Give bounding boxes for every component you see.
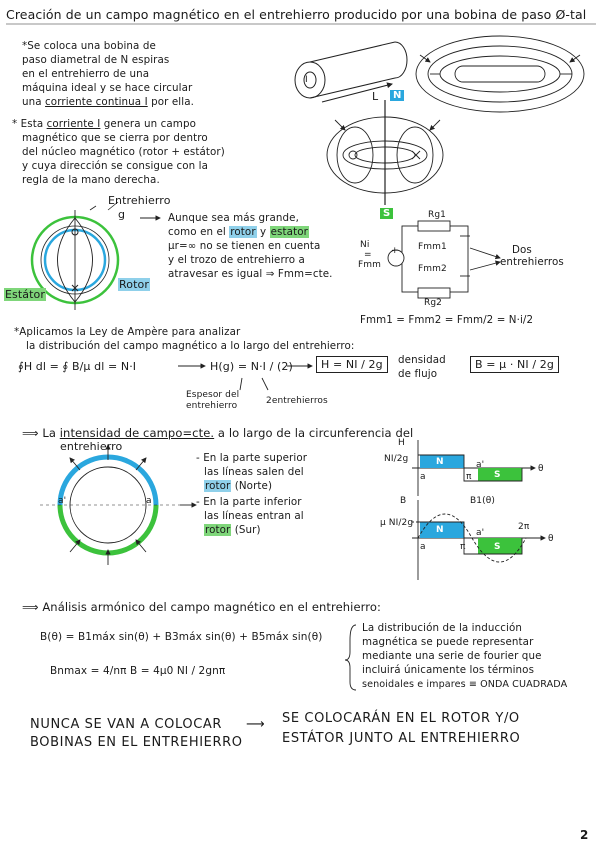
intensidad-line-1 bbox=[22, 426, 413, 440]
current-line-5: regla de la mano derecha. bbox=[22, 174, 160, 186]
intro-line-3: en el entrehierro de una bbox=[22, 68, 150, 80]
h-s-label: S bbox=[494, 470, 501, 480]
current-hl: corriente I bbox=[46, 118, 101, 130]
intro-line-2: paso diametral de N espiras bbox=[22, 54, 170, 66]
intensidad-inf-3-post: (Sur) bbox=[231, 524, 261, 536]
h-pi-label: π bbox=[466, 472, 472, 482]
nunca-line-1: NUNCA SE VAN A COLOCAR bbox=[30, 717, 223, 732]
ampere-line-1: *Aplicamos la Ley de Ampère para analizar bbox=[14, 326, 241, 338]
grande-line-2-pre: como en el bbox=[168, 226, 230, 238]
grande-line-1: Aunque sea más grande, bbox=[168, 212, 299, 224]
ampere-densidad: densidad de flujo bbox=[398, 354, 446, 380]
h-a-prime-label: a' bbox=[476, 460, 485, 470]
current-line-3: del núcleo magnético (rotor + estátor) bbox=[22, 146, 225, 158]
armonico-text-2: magnética se puede representar bbox=[362, 636, 534, 648]
grande-line-2 bbox=[168, 226, 309, 240]
intensidad-line-1-post: a lo largo de la circunferencia del bbox=[214, 426, 414, 440]
b-a-label: a bbox=[420, 542, 426, 552]
fig1-dim-label: I bbox=[305, 75, 308, 85]
circuit-entrehierros: entrehierros bbox=[500, 256, 564, 268]
intensidad-ul: intensidad de campo=cte. bbox=[59, 426, 215, 440]
current-line-1-post: genera un campo bbox=[100, 118, 196, 130]
magnetic-circuit bbox=[388, 221, 500, 298]
fig1-pole-n: N bbox=[390, 88, 404, 103]
b-pi-label: π bbox=[460, 542, 466, 552]
intro-line-1: *Se coloca una bobina de bbox=[22, 40, 156, 52]
nunca-line-3: SE COLOCARÁN EN EL ROTOR Y/O bbox=[282, 711, 520, 726]
intro-line-5-pre: una bbox=[22, 96, 46, 108]
solenoid-field-lines bbox=[416, 36, 584, 112]
fig1-length-label: L bbox=[372, 90, 379, 103]
intro-line-5 bbox=[22, 96, 194, 110]
current-line-1 bbox=[12, 118, 196, 132]
b-theta-label: θ bbox=[548, 534, 554, 544]
b-a-prime-label: a' bbox=[476, 528, 485, 538]
ring-a: a bbox=[146, 496, 152, 506]
intensidad-inf-1: - En la parte inferior bbox=[196, 496, 302, 508]
grande-line-4: y el trozo de entrehierro a bbox=[168, 254, 305, 266]
circuit-eq: = bbox=[364, 250, 372, 260]
armonico-title: ⟹ Análisis armónico del campo magnético en el entrehierro: bbox=[22, 600, 381, 614]
intensidad-sup-2: las líneas salen del bbox=[204, 466, 304, 478]
ring-a-prime: a' bbox=[58, 496, 67, 506]
brace bbox=[345, 625, 356, 690]
circuit-rg1: Rg1 bbox=[428, 210, 446, 220]
grande-hl-estator: estator bbox=[270, 226, 308, 238]
ampere-eq3: H = NI / 2g bbox=[316, 358, 388, 372]
grande-line-2-mid: y bbox=[256, 226, 270, 238]
page-title: Creación de un campo magnético en el entrehierro producido por una bobina de paso Ø-tal bbox=[6, 7, 587, 22]
ampere-eq2: H(g) = N·I / (2) bbox=[210, 360, 293, 373]
h-n-label: N bbox=[436, 457, 444, 467]
label-estator: Estátor bbox=[5, 288, 46, 301]
ampere-eq1: ∮H dl = ∮ B/μ dl = N·I bbox=[18, 360, 137, 373]
intensidad-line-1-pre: ⟹ La bbox=[22, 426, 60, 440]
h-value-label: NI/2g bbox=[384, 454, 409, 464]
b-value-label: μ NI/2g bbox=[380, 518, 414, 528]
current-line-2: magnético que se cierra por dentro bbox=[22, 132, 208, 144]
armonico-text-1: La distribución de la inducción bbox=[362, 622, 523, 634]
intro-line-5-post: por ella. bbox=[147, 96, 194, 108]
circuit-ni: Ni bbox=[360, 240, 370, 250]
label-entrehierro: Entrehierro bbox=[108, 194, 171, 207]
page-number: 2 bbox=[580, 828, 589, 842]
circuit-dos: Dos bbox=[512, 244, 532, 256]
intensidad-sup-3-post: (Norte) bbox=[231, 480, 273, 492]
h-axis-label: H bbox=[398, 438, 405, 448]
b1-label: B1(θ) bbox=[470, 496, 495, 506]
intensidad-sup-1: - En la parte superior bbox=[196, 452, 308, 464]
intro-line-4: máquina ideal y se hace circular bbox=[22, 82, 193, 94]
b-axis-label: B bbox=[400, 496, 407, 506]
ampere-eq4: B = μ · NI / 2g bbox=[470, 358, 559, 372]
b-n-label: N bbox=[436, 525, 444, 535]
ampere-dos-entrehierros: 2entrehierros bbox=[266, 396, 328, 406]
circuit-fmm1: Fmm1 bbox=[418, 242, 447, 252]
label-rotor: Rotor bbox=[119, 278, 149, 291]
grande-line-3: μr=∞ no se tienen en cuenta bbox=[168, 240, 321, 252]
circuit-fmm2: Fmm2 bbox=[418, 264, 447, 274]
intensidad-inf-3 bbox=[204, 524, 261, 538]
ampere-espesor: Espesor del entrehierro bbox=[186, 390, 240, 411]
circuit-fmm: Fmm bbox=[358, 260, 382, 270]
h-graph bbox=[412, 440, 535, 496]
circuit-equation: Fmm1 = Fmm2 = Fmm/2 = N·i/2 bbox=[360, 314, 534, 326]
label-g: g bbox=[118, 208, 126, 221]
current-line-4: y cuya dirección se consigue con la bbox=[22, 160, 209, 172]
armonico-eq2: Bnmax = 4/nπ B = 4μ0 NI / 2gnπ bbox=[50, 665, 226, 677]
b-two-pi-label: 2π bbox=[518, 522, 530, 532]
circuit-plus: + bbox=[391, 246, 399, 256]
armonico-eq1: B(θ) = B1máx sin(θ) + B3máx sin(θ) + B5máx sin(θ) bbox=[40, 631, 323, 643]
armonico-text-5: senoidales e impares ≡ ONDA CUADRADA bbox=[362, 679, 568, 690]
circuit-rg2: Rg2 bbox=[424, 298, 442, 308]
fig1-pole-s: S bbox=[380, 206, 393, 221]
nunca-line-2: BOBINAS EN EL ENTREHIERRO bbox=[30, 735, 243, 750]
intensidad-inf-hl: rotor bbox=[205, 524, 231, 536]
armonico-text-4: incluirá únicamente los términos bbox=[362, 664, 535, 676]
grande-line-5: atravesar es igual ⇒ Fmm=cte. bbox=[168, 268, 333, 280]
grande-hl-rotor: rotor bbox=[230, 226, 256, 238]
b-s-label: S bbox=[494, 542, 501, 552]
intensidad-sup-3 bbox=[204, 480, 272, 494]
intensidad-sup-hl: rotor bbox=[205, 480, 231, 492]
machine-cross-section bbox=[32, 202, 160, 310]
h-theta-label: θ bbox=[538, 464, 544, 474]
h-a-label: a bbox=[420, 472, 426, 482]
coil-field-cross-section bbox=[327, 100, 443, 205]
nunca-arrow: ⟶ bbox=[246, 717, 266, 732]
b-graph bbox=[412, 500, 545, 580]
intensidad-inf-2: las líneas entran al bbox=[204, 510, 304, 522]
intro-hl-corriente: corriente continua I bbox=[45, 96, 148, 108]
ampere-line-2: la distribución del campo magnético a lo largo del entrehierro: bbox=[26, 340, 355, 352]
intensidad-line-2: entrehierro bbox=[60, 440, 123, 453]
armonico-text-3: mediante una serie de fourier que bbox=[362, 650, 542, 662]
nunca-line-4: ESTÁTOR JUNTO AL ENTREHIERRO bbox=[282, 731, 521, 746]
current-line-1-pre: * Esta bbox=[12, 118, 47, 130]
